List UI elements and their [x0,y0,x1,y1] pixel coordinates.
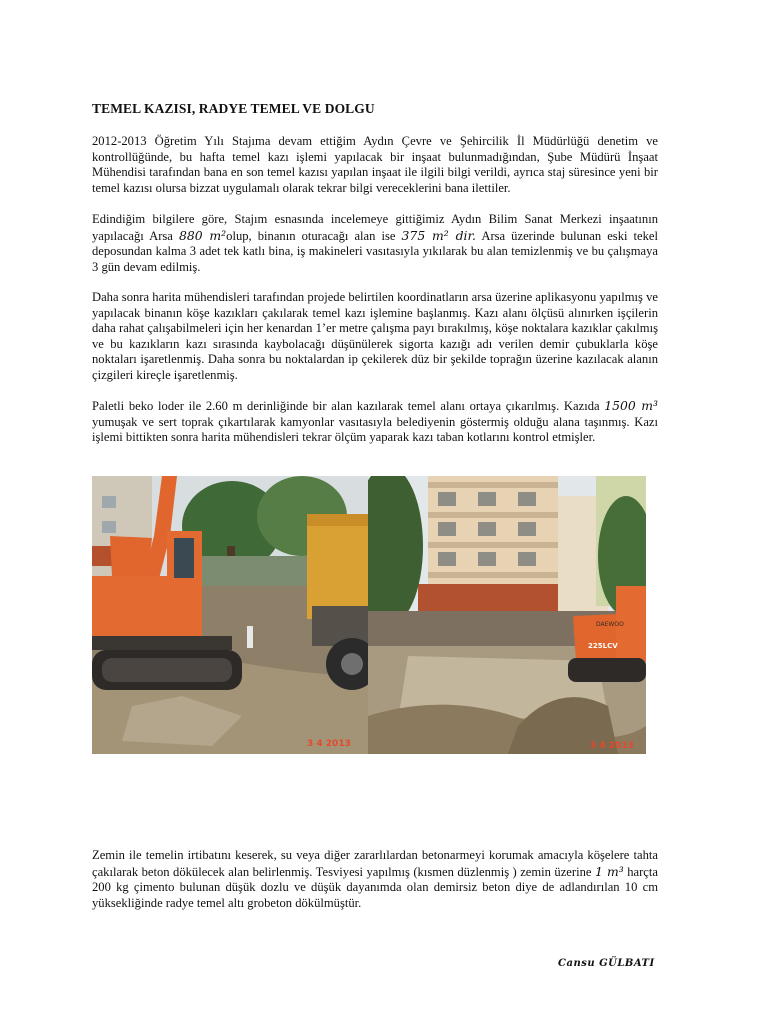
photo-right-date-stamp: 3 4 2013 [590,741,634,751]
photo-excavation-pit-drawing [368,476,646,754]
p2-text-b: olup, binanın oturacağı alan ise [226,228,402,243]
p2-math-area: 880 m² [178,227,227,243]
photo-excavator-truck [92,476,368,754]
excavator-brand-label: DAEWOO [596,621,624,628]
paragraph-2 [92,212,658,275]
p4-math-volume: 1500 m³ [604,398,658,413]
paragraph-4 [92,398,658,446]
document-title: TEMEL KAZISI, RADYE TEMEL VE DOLGU [92,101,375,116]
p2-text-c: Arsa üzerinde bulunan eski tekel deposundan kalma 3 adet tek katlı bina, iş makineleri vasıtasıyla yıkılarak bu alan temizlenmiş ve bu çalışmaya 3 gün devam edilmiş. [92,228,659,274]
excavator-model-label: 225LCV [588,642,618,650]
author-signature: Cansu GÜLBATI [558,958,655,969]
p5-math-volume: 1 m³ [594,863,624,879]
p4-text-b: yumuşak ve sert toprak çıkartılarak kamyonlar vasıtasıyla belediyenin göstermiş olduğu alana taşınmış. Kazı işlemi bittikten sonra harita mühendisleri tekrar ölçüm yaparak kazı taban kotlarını kontrol etmişler. [92,414,658,445]
p5-text-a: Zemin ile temelin irtibatını keserek, su veya diğer zararlılardan betonarmeyi korumak amacıyla köşelere tahta çakılarak beton dökülecek alan belirlenmiş. Tesviyesi yapılmış (kısmen düzlenmiş ) zemin üzerine [92,848,658,879]
photo-left-date-stamp: 3 4 2013 [307,739,351,749]
p5-text-b: harçta 200 kg çimento bulunan düşük dozlu ve düşük dayanımda olan demirsiz beton diye de adlandırılan 10 cm yüksekliğinde radye temel altı grobeton dökülmüştür. [92,864,658,910]
p4-text-a: Paletli beko loder ile 2.60 m derinliğinde bir alan kazılarak temel alanı ortaya çıkarılmış. Kazıda [92,399,605,413]
photo-excavator-truck-drawing [92,476,368,754]
paragraph-1: 2012-2013 Öğretim Yılı Stajıma devam ettiğim Aydın Çevre ve Şehircilik İl Müdürlüğü denetim ve kontrollüğünde, bu hafta temel kazı işlemi yapılacak bir inşaat bulunmadığından, Şube Müdürü İnşaat Mühendisi tarafından bana en son temel kazısı yapılan inşaat ile ilgili bilgi verildi, ayrıca staj süresince yeni bir temel kazısı olursa bizzat uygulamalı olarak tekrar bilgi vereceklerini bana ilettiler. [92,134,658,195]
p2-text-a: Edindiğim bilgilere göre, Stajım esnasında incelemeye gittiğimiz Aydın Bilim Sanat Merkezi inşaatının yapılacağı Arsa [92,212,658,243]
p2-math-footprint: 375 m² dir. [401,227,476,243]
photo-excavation-pit [368,476,646,754]
photo-strip [92,476,646,754]
paragraph-3: Daha sonra harita mühendisleri tarafından projede belirtilen koordinatların arsa üzerine aplikasyonu yapılmış ve yapılacak binanın köşe kazıkları çakılarak temel kazı işlemine başlanmış. Kazı alanı ölçüsü alınırken işçilerin daha rahat çalışabilmeleri için her kenardan 1’er metre çalışma payı bırakılmış, köşe noktalara kazıklar çakılmış ve bu kazıkların kazı sırasında kaybolacağı düşünülerek sigorta kazığı adı verilen demir çubuklarla köşe noktaları işaretlenmiş. Daha sonra bu noktalardan ip çekilerek düz bir şekilde toprağın üzerine kazılacak alanın çizgileri kireçle işaretlenmiş. [92,290,658,382]
paragraph-5 [92,848,658,911]
